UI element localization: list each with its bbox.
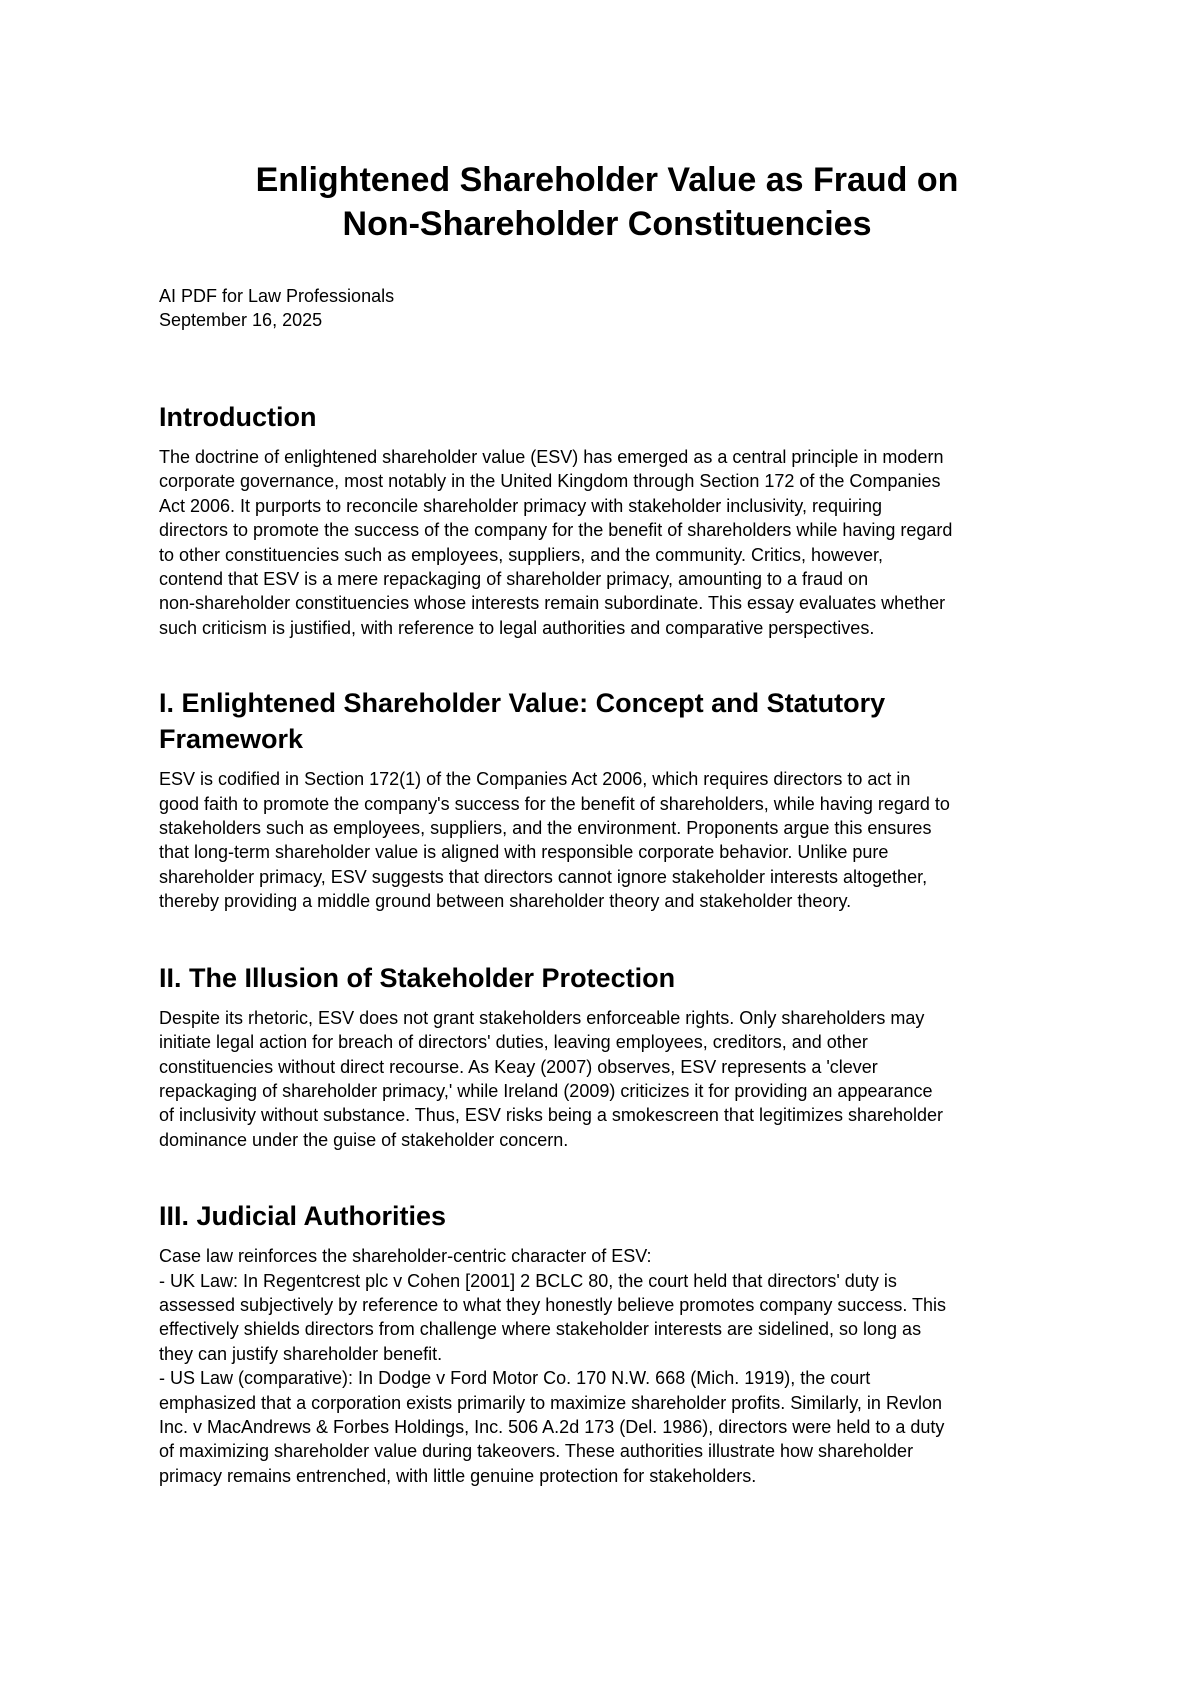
section-heading-concept-framework bbox=[159, 685, 1055, 757]
section-heading-introduction: Introduction bbox=[159, 402, 317, 432]
paragraph-line: The doctrine of enlightened shareholder value (ESV) has emerged as a central principle in modern bbox=[159, 447, 944, 467]
heading-line: I. Enlightened Shareholder Value: Concept and Statutory bbox=[159, 688, 886, 719]
paragraph-line: assessed subjectively by reference to what they honestly believe promotes company success. This bbox=[159, 1294, 947, 1315]
paragraph-line: to other constituencies such as employees, suppliers, and the community. Critics, however, bbox=[159, 544, 884, 565]
paragraph-line: that long-term shareholder value is aligned with responsible corporate behavior. Unlike pure bbox=[159, 842, 889, 863]
paragraph-line: such criticism is justified, with reference to legal authorities and comparative perspectives. bbox=[159, 617, 875, 638]
document-date: September 16, 2025 bbox=[159, 310, 323, 330]
paragraph-line: good faith to promote the company's success for the benefit of shareholders, while having regard to bbox=[159, 793, 950, 814]
paragraph-line: shareholder primacy, ESV suggests that directors cannot ignore stakeholder interests altogether, bbox=[159, 866, 928, 887]
paragraph-line: they can justify shareholder benefit. bbox=[159, 1343, 443, 1364]
document-meta bbox=[159, 284, 1055, 332]
paragraph-line: ESV is codified in Section 172(1) of the Companies Act 2006, which requires directors to act in bbox=[159, 769, 911, 790]
heading-line: Framework bbox=[159, 724, 304, 755]
paragraph-line: stakeholders such as employees, suppliers, and the environment. Proponents argue this ensures bbox=[159, 818, 932, 839]
paragraph-line: dominance under the guise of stakeholder concern. bbox=[159, 1129, 569, 1150]
document-author: AI PDF for Law Professionals bbox=[159, 286, 395, 306]
paragraph-line: primacy remains entrenched, with little genuine protection for stakeholders. bbox=[159, 1465, 757, 1486]
paragraph-line: Case law reinforces the shareholder-centric character of ESV: bbox=[159, 1246, 652, 1267]
section-paragraph-concept-framework bbox=[159, 767, 1055, 913]
paragraph-line: Inc. v MacAndrews & Forbes Holdings, Inc. 506 A.2d 173 (Del. 1986), directors were held to a duty bbox=[159, 1416, 945, 1437]
paragraph-line: initiate legal action for breach of directors' duties, leaving employees, creditors, and other bbox=[159, 1032, 868, 1053]
paragraph-line: repackaging of shareholder primacy,' while Ireland (2009) criticizes it for providing an appearance bbox=[159, 1080, 933, 1101]
section-heading-illusion-protection: II. The Illusion of Stakeholder Protection bbox=[159, 962, 676, 993]
document-title: Enlightened Shareholder Value as Fraud on Non-Shareholder Constituencies bbox=[255, 161, 959, 243]
paragraph-line: Act 2006. It purports to reconcile shareholder primacy with stakeholder inclusivity, requiring bbox=[159, 495, 883, 516]
section-paragraph-introduction bbox=[159, 445, 1055, 640]
section-heading-judicial-authorities: III. Judicial Authorities bbox=[159, 1201, 447, 1232]
paragraph-line: constituencies without direct recourse. As Keay (2007) observes, ESV represents a 'clever bbox=[159, 1056, 878, 1077]
paragraph-line: of maximizing shareholder value during takeovers. These authorities illustrate how shareholder bbox=[159, 1441, 914, 1462]
section-paragraph-judicial-authorities bbox=[159, 1244, 1055, 1488]
paragraph-line: directors to promote the success of the company for the benefit of shareholders while having regard bbox=[159, 520, 953, 541]
paragraph-line: corporate governance, most notably in the United Kingdom through Section 172 of the Companies bbox=[159, 471, 941, 492]
section-paragraph-illusion-protection bbox=[159, 1006, 1055, 1152]
paragraph-line: contend that ESV is a mere repackaging of shareholder primacy, amounting to a fraud on bbox=[159, 569, 869, 590]
paragraph-line: - UK Law: In Regentcrest plc v Cohen [2001] 2 BCLC 80, the court held that directors' duty is bbox=[159, 1270, 897, 1291]
paragraph-line: - US Law (comparative): In Dodge v Ford Motor Co. 170 N.W. 668 (Mich. 1919), the court bbox=[159, 1368, 871, 1389]
paragraph-line: non-shareholder constituencies whose interests remain subordinate. This essay evaluates whether bbox=[159, 593, 946, 614]
paragraph-line: emphasized that a corporation exists primarily to maximize shareholder profits. Similarly, in Revlon bbox=[159, 1392, 942, 1413]
paragraph-line: effectively shields directors from challenge where stakeholder interests are sidelined, so long as bbox=[159, 1319, 922, 1340]
paragraph-line: thereby providing a middle ground between shareholder theory and stakeholder theory. bbox=[159, 891, 852, 912]
paragraph-line: Despite its rhetoric, ESV does not grant stakeholders enforceable rights. Only shareholders may bbox=[159, 1007, 925, 1028]
paragraph-line: of inclusivity without substance. Thus, ESV risks being a smokescreen that legitimizes shareholder bbox=[159, 1105, 944, 1126]
document-content bbox=[159, 158, 1055, 1488]
